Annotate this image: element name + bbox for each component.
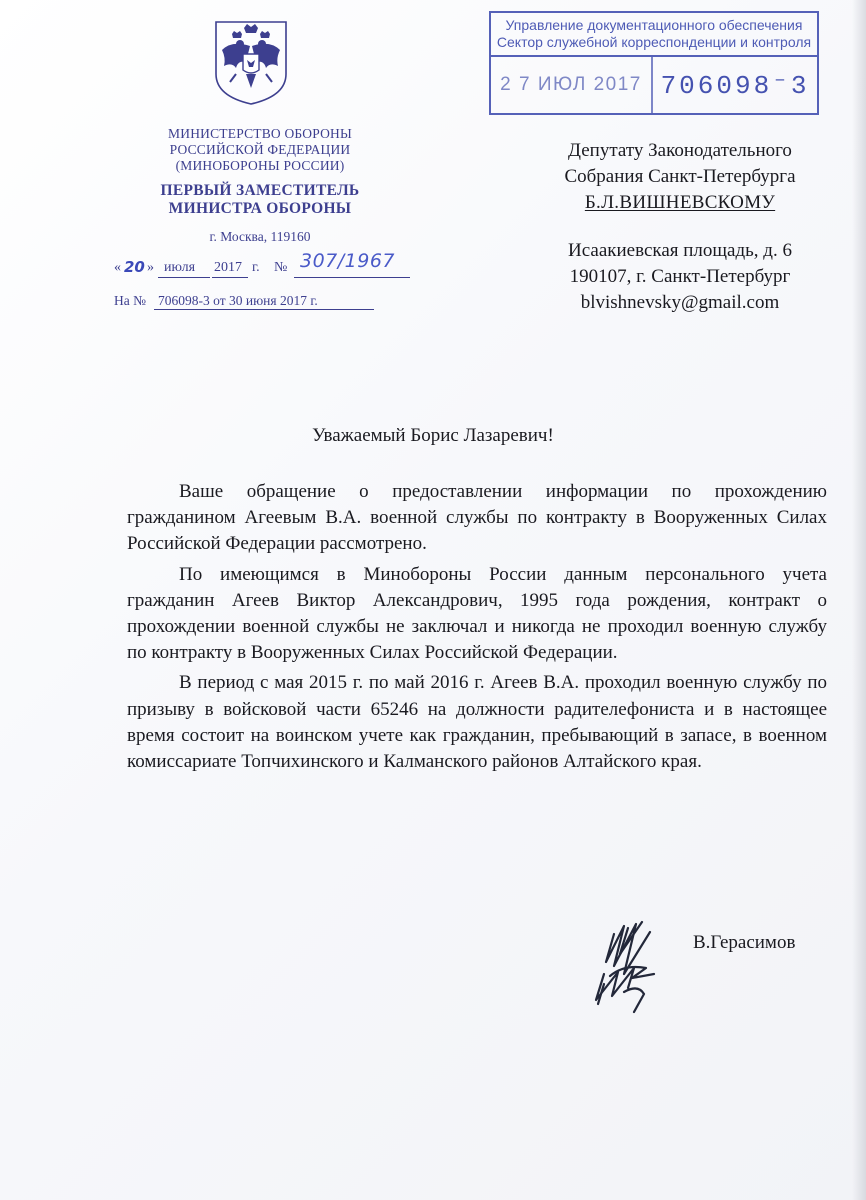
addressee-block [520,138,840,316]
date-quote-close: » [147,260,154,275]
reference-line [114,291,414,313]
addressee-address-line-2: 190107, г. Санкт-Петербург [569,266,791,287]
date-year: 2017 [214,260,242,275]
addressee-address-line-1: Исаакиевская площадь, д. 6 [568,240,792,261]
deputy-title-line-1: ПЕРВЫЙ ЗАМЕСТИТЕЛЬ [160,182,360,199]
deputy-title-line-2: МИНИСТРА ОБОРОНЫ [168,200,352,217]
handwritten-signature-icon [584,914,666,1014]
addressee-email: blvishnevsky@gmail.com [580,292,780,313]
body-paragraph-3: В период с мая 2015 г. по май 2016 г. Агеев В.А. проходил военную службу по призыву в войсковой части 65246 на должности радителефониста и в настоящее время состоит на воинском учете как гражданин, пребывающий в запасе, в военном комиссариате Топчихинского и Калманского районов Алтайского края. [127,672,827,773]
ministry-city: г. Москва, 119160 [209,229,311,244]
reference-text: 706098-3 от 30 июня 2017 г. [158,293,318,308]
salutation: Уважаемый Борис Лазаревич! [312,425,554,446]
stamp-department: Управление документационного обеспечения [505,17,803,33]
outgoing-date-line [114,250,434,282]
stamp-sector: Сектор служебной корреспонденции и контроля [496,34,812,50]
stamp-date: 2 7 ИЮЛ 2017 [500,74,642,95]
ministry-letterhead [110,126,410,245]
signer-name: В.Герасимов [693,932,796,953]
ministry-name-line-3: (МИНОБОРОНЫ РОССИИ) [175,158,345,173]
outgoing-number: 307/1967 [300,250,396,272]
stamp-number: 706098⁻3 [660,70,810,101]
coat-of-arms-emblem-icon [210,18,292,106]
reference-prefix: На № [114,293,146,308]
body-paragraph-2: По имеющимся в Минобороны России данным персонального учета гражданин Агеев Виктор Александрович, 1995 года рождения, контракт о прохождении военной службы не заключал и никогда не проходил военную службу по контракту в Вооруженных Силах Российской Федерации. [127,563,827,664]
paper-edge-shadow [852,0,866,1200]
ministry-name-line-1: МИНИСТЕРСТВО ОБОРОНЫ [168,126,352,141]
addressee-name: Б.Л.ВИШНЕВСКОМУ [584,192,776,213]
letter-body [127,479,827,775]
date-quote-open: « [114,260,121,275]
registration-stamp [489,11,819,115]
date-year-suffix: г. [252,260,260,275]
body-paragraph-1: Ваше обращение о предоставлении информации по прохождению гражданином Агеевым В.А. военной службы по контракту в Вооруженных Силах Российской Федерации рассмотрено. [127,481,827,555]
date-day: 20 [124,258,145,276]
addressee-line-1: Депутату Законодательного [568,140,792,161]
addressee-line-2: Собрания Санкт-Петербурга [564,166,796,187]
date-month: июля [164,260,196,275]
outgoing-number-sign: № [274,260,288,275]
ministry-name-line-2: РОССИЙСКОЙ ФЕДЕРАЦИИ [169,142,351,157]
